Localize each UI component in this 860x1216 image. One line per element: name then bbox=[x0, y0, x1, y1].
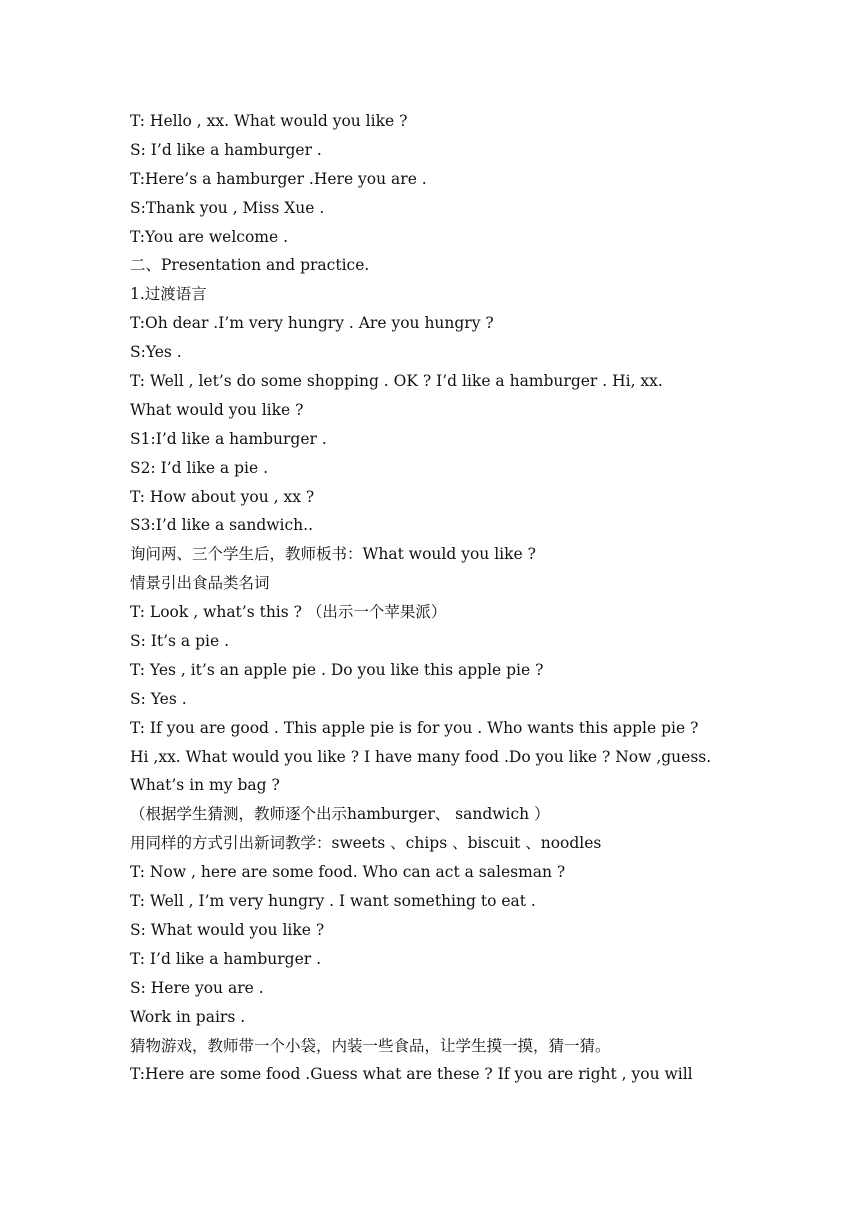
text-line: T:Oh dear .I’m very hungry . Are you hungry ? bbox=[130, 314, 494, 333]
text-line: S: It’s a pie . bbox=[130, 632, 230, 651]
text-line: What would you like ? bbox=[130, 400, 304, 419]
text-line: Work in pairs . bbox=[130, 1007, 246, 1026]
text-line: 用同样的方式引出新词教学：sweets 、chips 、biscuit 、noodles bbox=[130, 834, 602, 853]
text-line: T:Here’s a hamburger .Here you are . bbox=[130, 169, 427, 188]
text-line: Hi ,xx. What would you like ? I have many food .Do you like ? Now ,guess. bbox=[130, 747, 712, 766]
text-line: S: I’d like a hamburger . bbox=[130, 140, 322, 159]
text-line: T: I’d like a hamburger . bbox=[130, 949, 322, 968]
subsection-heading: 1.过渡语言 bbox=[130, 285, 207, 304]
text-line: What’s in my bag ? bbox=[130, 776, 280, 795]
lesson-text bbox=[130, 107, 740, 1089]
text-line: S2: I’d like a pie . bbox=[130, 458, 269, 477]
section-heading: 二、Presentation and practice. bbox=[130, 256, 370, 275]
text-line: T: If you are good . This apple pie is for you . Who wants this apple pie ? bbox=[130, 718, 699, 737]
text-line: T: How about you , xx ? bbox=[130, 487, 315, 506]
text-line: S: Here you are . bbox=[130, 978, 264, 997]
text-line: T: Yes , it’s an apple pie . Do you like this apple pie ? bbox=[130, 660, 544, 679]
text-line: S1:I’d like a hamburger . bbox=[130, 429, 327, 448]
text-line: S: What would you like ? bbox=[130, 920, 325, 939]
text-line: T: Well , let’s do some shopping . OK ? I’d like a hamburger . Hi, xx. bbox=[130, 372, 663, 391]
text-line: T:Here are some food .Guess what are these ? If you are right , you will bbox=[130, 1065, 693, 1084]
text-line: S3:I’d like a sandwich.. bbox=[130, 516, 314, 535]
text-line: 猜物游戏，教师带一个小袋，内装一些食品，让学生摸一摸，猜一猜。 bbox=[130, 1036, 611, 1055]
text-line: T: Hello , xx. What would you like ? bbox=[130, 112, 408, 130]
text-line: S:Thank you , Miss Xue . bbox=[130, 198, 325, 217]
text-line: T: Now , here are some food. Who can act a salesman ? bbox=[130, 863, 566, 882]
text-line: S: Yes . bbox=[130, 689, 187, 708]
text-line: （根据学生猜测，教师逐个出示hamburger、 sandwich ） bbox=[130, 805, 550, 824]
text-line: T:You are welcome . bbox=[130, 227, 289, 246]
text-line: S:Yes . bbox=[130, 343, 182, 362]
text-line: 情景引出食品类名词 bbox=[130, 574, 270, 593]
text-line: T: Look , what’s this ? （出示一个苹果派） bbox=[130, 603, 447, 622]
text-line: 询问两、三个学生后，教师板书：What would you like ? bbox=[130, 545, 536, 564]
text-line: T: Well , I’m very hungry . I want something to eat . bbox=[130, 892, 536, 911]
